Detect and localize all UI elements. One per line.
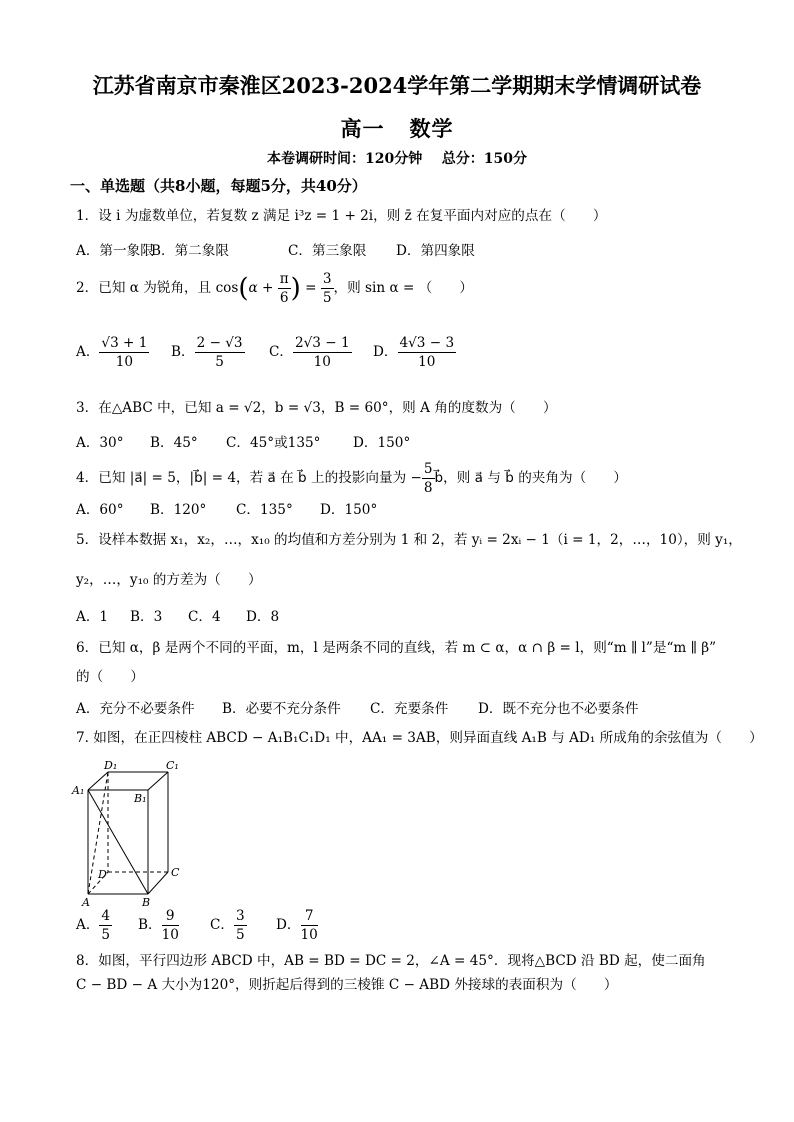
option-c: C．第三象限: [288, 243, 367, 259]
question-4: [76, 460, 627, 497]
option-fraction: [195, 334, 245, 371]
option-b: B．3: [130, 609, 163, 625]
option-fraction: [234, 907, 247, 944]
option-b: [171, 334, 245, 371]
option-label: C．: [269, 344, 293, 360]
option-d: D．既不充分也不必要条件: [478, 701, 639, 717]
alpha-plus: α +: [248, 280, 274, 296]
option-d: D．第四象限: [396, 243, 475, 259]
option-fraction: [99, 334, 149, 371]
option-b: B．第二象限: [151, 243, 229, 259]
option-c: [269, 334, 352, 371]
numerator: 4√3 − 3: [399, 335, 455, 351]
label-d: D: [98, 868, 107, 881]
option-a: A．30°: [76, 435, 124, 451]
left-paren: (: [238, 273, 249, 304]
question-2: [76, 270, 473, 307]
option-label: A．: [76, 344, 100, 360]
denominator: 10: [418, 354, 436, 370]
label-b1: B₁: [134, 792, 147, 805]
numerator: 2√3 − 1: [295, 335, 350, 351]
option-d: D．150°: [353, 435, 411, 451]
question-2-suffix: ，则 sin α = （ ）: [333, 280, 474, 296]
question-3: 3．在△ABC 中，已知 a = √2，b = √3，B = 60°，则 A 角的度数为（ ）: [76, 400, 557, 416]
option-label: D．: [276, 917, 301, 933]
exam-info: 本卷调研时间：120分钟 总分：150分: [267, 151, 527, 167]
equals-sign: =: [305, 280, 317, 296]
numerator: 4: [101, 908, 111, 924]
question-2-prefix: 2．已知 α 为锐角，且: [76, 280, 212, 296]
denominator: 10: [115, 354, 134, 370]
option-d: D．8: [246, 609, 280, 625]
label-d1: D₁: [104, 759, 118, 772]
numerator: 2 − √3: [196, 335, 243, 351]
option-fraction: [301, 907, 318, 944]
question-6-line-2: 的（ ）: [76, 669, 144, 685]
option-a: [76, 907, 112, 944]
question-4-prefix: 4．已知 |a⃗| = 5，|b⃗| = 4，若 a⃗ 在 b⃗ 上的投影向量为 −: [76, 470, 422, 486]
prism-figure: [68, 758, 198, 908]
option-label: A．: [76, 917, 100, 933]
denominator: 5: [236, 927, 245, 943]
option-b: B．45°: [150, 435, 198, 451]
numerator: π: [279, 271, 289, 287]
edge-c1-b1: [148, 772, 168, 790]
question-5-line-1: 5．设样本数据 x₁，x₂，…，x₁₀ 的均值和方差分别为 1 和 2，若 yᵢ = 2xᵢ − 1（i = 1，2，…，10），则 y₁，: [76, 532, 742, 548]
option-label: B．: [171, 344, 195, 360]
option-c: C．充要条件: [370, 701, 449, 717]
option-a: A．60°: [76, 502, 124, 518]
five-eighths: [422, 460, 435, 497]
question-8-line-2: C − BD − A 大小为120°，则折起后得到的三棱锥 C − ABD 外接球的表面积为（ ）: [76, 977, 618, 993]
numerator: 9: [162, 907, 179, 926]
option-fraction: [398, 334, 457, 371]
denominator: 10: [161, 927, 179, 943]
numerator: 3: [236, 908, 245, 924]
option-a: A．充分不必要条件: [76, 701, 195, 717]
section-heading: 一、单选题（共8小题，每题5分，共40分）: [70, 177, 367, 195]
cos-function: cos: [215, 280, 239, 296]
denominator: 10: [313, 354, 331, 370]
numerator: 3: [322, 271, 332, 287]
exam-title: 江苏省南京市秦淮区2023-2024学年第二学期期末学情调研试卷: [92, 73, 702, 98]
option-c: [210, 907, 247, 944]
option-c: C．4: [188, 609, 221, 625]
denominator: 5: [322, 290, 332, 306]
option-fraction: [293, 334, 352, 371]
label-a1: A₁: [72, 784, 85, 797]
right-paren: ): [290, 273, 301, 304]
option-b: B．120°: [150, 502, 207, 518]
numerator: 7: [301, 907, 318, 926]
option-b: B．必要不充分条件: [222, 701, 341, 717]
three-fifths: [321, 270, 334, 307]
option-a: A．第一象限: [76, 243, 154, 259]
option-a: A．1: [76, 609, 109, 625]
option-label: D．: [373, 344, 398, 360]
label-c: C: [171, 866, 180, 879]
option-fraction: [99, 907, 112, 944]
numerator: √3 + 1: [101, 335, 148, 351]
denominator: 8: [423, 480, 433, 496]
denominator: 6: [279, 290, 289, 306]
label-b: B: [142, 896, 151, 908]
question-1: 1．设 i 为虚数单位，若复数 z 满足 i³z = 1 + 2i，则 z̄ 在复平面内对应的点在（ ）: [76, 208, 607, 224]
option-c: C．45°或135°: [226, 435, 321, 451]
question-7: 7. 如图，在正四棱柱 ABCD − A₁B₁C₁D₁ 中，AA₁ = 3AB，则异面直线 A₁B 与 AD₁ 所成角的余弦值为（ ）: [76, 730, 763, 746]
subject-title: 高一 数学: [340, 116, 454, 141]
edge-b-c: [148, 872, 168, 894]
numerator: 5: [423, 461, 433, 477]
question-6-line-1: 6．已知 α，β 是两个不同的平面，m，l 是两条不同的直线，若 m ⊂ α，α ∩ β = l，则“m ∥ l”是“m ∥ β”: [76, 640, 717, 656]
pi-over-six: [278, 270, 291, 307]
option-d: [373, 334, 456, 371]
option-d: [276, 907, 318, 944]
label-c1: C₁: [166, 759, 179, 772]
option-b: [138, 907, 179, 944]
option-fraction: [162, 907, 179, 944]
option-d: D．150°: [320, 502, 378, 518]
option-a: [76, 334, 149, 371]
option-c: C．135°: [236, 502, 293, 518]
denominator: 10: [300, 927, 318, 943]
label-a: A: [82, 896, 90, 908]
question-5-line-2: y₂，…，y₁₀ 的方差为（ ）: [76, 572, 262, 588]
denominator: 5: [101, 927, 111, 943]
denominator: 5: [215, 354, 224, 370]
option-label: B．: [138, 917, 162, 933]
question-8-line-1: 8．如图，平行四边形 ABCD 中，AB = BD = DC = 2，∠A = 45°．现将△BCD 沿 BD 起，使二面角: [76, 953, 706, 969]
option-label: C．: [210, 917, 234, 933]
question-4-suffix: b⃗，则 a⃗ 与 b⃗ 的夹角为（ ）: [434, 470, 627, 486]
